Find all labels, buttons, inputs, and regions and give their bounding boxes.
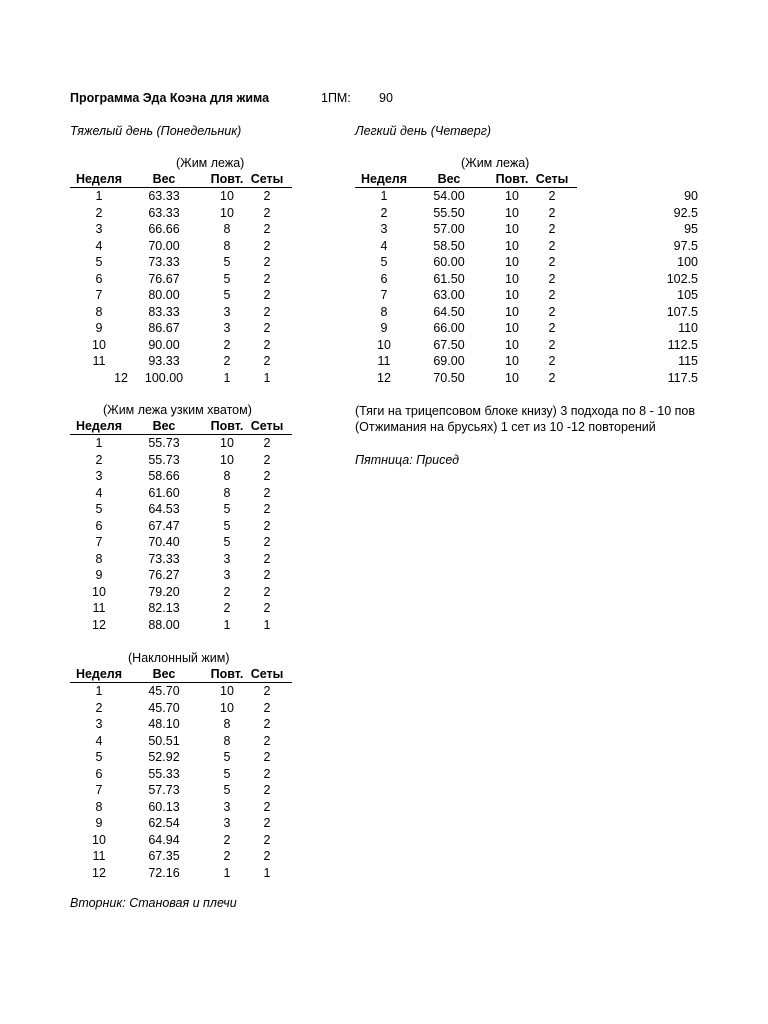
table-row xyxy=(70,468,292,485)
progression-value: 115 xyxy=(678,354,698,368)
cell-reps: 8 xyxy=(223,733,231,748)
cell-week: 4 xyxy=(380,238,388,253)
cell-weight: 55.73 xyxy=(148,452,180,467)
cell-reps: 10 xyxy=(505,288,519,302)
table-header xyxy=(70,171,292,188)
cell-weight: 50.51 xyxy=(148,733,180,748)
cell-sets: 2 xyxy=(548,304,556,319)
cell-sets: 2 xyxy=(263,238,271,253)
cell-reps: 3 xyxy=(223,799,231,814)
cell-week: 2 xyxy=(95,205,103,220)
cell-week: 5 xyxy=(95,502,103,516)
cell-weight: 66.66 xyxy=(148,222,180,236)
cell-weight: 45.70 xyxy=(148,684,180,698)
column-header-week: Неделя xyxy=(75,172,123,186)
heavy-day-label: Тяжелый день (Понедельник) xyxy=(70,124,242,138)
progression-value: 107.5 xyxy=(666,304,698,319)
table-row xyxy=(70,551,292,568)
cell-week: 5 xyxy=(95,750,103,764)
cell-sets: 2 xyxy=(548,370,556,385)
progression-value: 100 xyxy=(677,255,698,269)
table-row xyxy=(70,370,292,387)
cell-weight: 55.73 xyxy=(148,436,180,450)
table-row xyxy=(355,353,577,370)
cell-sets: 2 xyxy=(263,485,271,500)
table-title: (Жим лежа) xyxy=(176,156,245,170)
column-header-sets: Сеты xyxy=(250,667,284,681)
one-rm-label: 1ПМ: xyxy=(321,91,351,105)
cell-sets: 1 xyxy=(263,865,271,880)
cell-weight: 63.33 xyxy=(148,189,180,203)
cell-weight: 64.94 xyxy=(148,832,180,847)
cell-week: 3 xyxy=(95,222,103,236)
column-header-weight: Вес xyxy=(437,172,461,186)
cell-reps: 2 xyxy=(223,584,231,599)
cell-reps: 10 xyxy=(220,700,234,715)
cell-week: 1 xyxy=(380,189,388,203)
cell-week: 11 xyxy=(377,354,391,368)
table-row xyxy=(70,205,292,222)
cell-sets: 2 xyxy=(548,255,556,269)
table-row xyxy=(355,287,577,304)
table-header xyxy=(70,666,292,683)
cell-week: 11 xyxy=(92,849,106,863)
table-header xyxy=(355,171,577,188)
cell-weight: 66.00 xyxy=(433,321,465,335)
cell-sets: 2 xyxy=(263,849,271,863)
progression-value: 102.5 xyxy=(666,271,698,286)
column-header-sets: Сеты xyxy=(250,172,284,186)
cell-reps: 3 xyxy=(223,304,231,319)
cell-weight: 54.00 xyxy=(433,189,465,203)
cell-reps: 10 xyxy=(220,436,234,450)
table-row xyxy=(355,337,577,354)
cell-week: 5 xyxy=(95,255,103,269)
cell-sets: 2 xyxy=(263,799,271,814)
cell-sets: 2 xyxy=(263,469,271,483)
cell-weight: 57.00 xyxy=(433,222,465,236)
cell-sets: 2 xyxy=(263,568,271,582)
cell-week: 7 xyxy=(95,535,103,549)
column-header-week: Неделя xyxy=(75,419,123,433)
table-row xyxy=(70,766,292,783)
cell-week: 12 xyxy=(92,865,106,880)
one-rm-value: 90 xyxy=(379,91,393,105)
cell-sets: 2 xyxy=(548,189,556,203)
table-row xyxy=(70,782,292,799)
cell-week: 2 xyxy=(95,452,103,467)
note-dips: (Отжимания на брусьях) 1 сет из 10 -12 повторений xyxy=(355,420,656,434)
cell-reps: 5 xyxy=(223,783,231,797)
cell-sets: 2 xyxy=(263,304,271,319)
cell-reps: 8 xyxy=(223,485,231,500)
cell-reps: 8 xyxy=(223,469,231,483)
cell-weight: 70.50 xyxy=(433,370,465,385)
cell-weight: 61.60 xyxy=(148,485,180,500)
cell-sets: 2 xyxy=(263,452,271,467)
table-row xyxy=(70,452,292,469)
cell-sets: 2 xyxy=(263,700,271,715)
cell-sets: 2 xyxy=(263,783,271,797)
cell-sets: 2 xyxy=(263,288,271,302)
table-row xyxy=(70,700,292,717)
cell-weight: 55.33 xyxy=(148,766,180,781)
cell-weight: 52.92 xyxy=(148,750,180,764)
table-row xyxy=(355,238,577,255)
table-row xyxy=(70,617,292,634)
table-row xyxy=(70,271,292,288)
cell-reps: 5 xyxy=(223,750,231,764)
table-row xyxy=(355,254,577,271)
cell-reps: 5 xyxy=(223,535,231,549)
progression-value: 90 xyxy=(684,189,698,203)
cell-reps: 5 xyxy=(223,255,231,269)
table-row xyxy=(70,320,292,337)
progression-value: 117.5 xyxy=(667,370,698,385)
cell-week: 12 xyxy=(114,370,128,385)
table-row xyxy=(70,485,292,502)
cell-sets: 2 xyxy=(548,354,556,368)
cell-sets: 1 xyxy=(263,370,271,385)
cell-week: 5 xyxy=(380,255,388,269)
cell-week: 9 xyxy=(380,321,388,335)
column-header-weight: Вес xyxy=(152,172,176,186)
cell-reps: 5 xyxy=(223,766,231,781)
column-header-sets: Сеты xyxy=(250,419,284,433)
cell-reps: 10 xyxy=(505,271,519,286)
cell-week: 6 xyxy=(95,271,103,286)
cell-weight: 90.00 xyxy=(148,337,180,352)
cell-sets: 2 xyxy=(548,337,556,352)
cell-weight: 76.27 xyxy=(148,568,180,582)
cell-sets: 2 xyxy=(263,354,271,368)
table-row xyxy=(70,749,292,766)
cell-reps: 5 xyxy=(223,271,231,286)
cell-reps: 1 xyxy=(223,865,231,880)
cell-reps: 10 xyxy=(505,189,519,203)
cell-sets: 2 xyxy=(263,518,271,533)
table-row xyxy=(355,205,577,222)
cell-weight: 58.50 xyxy=(433,238,465,253)
cell-week: 8 xyxy=(380,304,388,319)
cell-week: 3 xyxy=(95,717,103,731)
cell-weight: 63.33 xyxy=(148,205,180,220)
cell-weight: 48.10 xyxy=(148,717,180,731)
cell-sets: 2 xyxy=(263,684,271,698)
cell-weight: 76.67 xyxy=(148,271,180,286)
table-row xyxy=(70,254,292,271)
cell-weight: 63.00 xyxy=(433,288,465,302)
cell-reps: 5 xyxy=(223,518,231,533)
cell-weight: 72.16 xyxy=(148,865,180,880)
cell-sets: 2 xyxy=(263,189,271,203)
cell-week: 9 xyxy=(95,321,103,335)
cell-reps: 8 xyxy=(223,717,231,731)
cell-sets: 2 xyxy=(263,750,271,764)
cell-week: 1 xyxy=(95,684,103,698)
cell-reps: 10 xyxy=(505,370,519,385)
cell-reps: 2 xyxy=(223,354,231,368)
cell-week: 10 xyxy=(92,832,106,847)
cell-weight: 45.70 xyxy=(148,700,180,715)
cell-weight: 73.33 xyxy=(148,551,180,566)
cell-week: 11 xyxy=(92,354,106,368)
cell-weight: 60.13 xyxy=(148,799,180,814)
column-header-week: Неделя xyxy=(360,172,408,186)
cell-reps: 3 xyxy=(223,321,231,335)
cell-weight: 73.33 xyxy=(148,255,180,269)
cell-sets: 2 xyxy=(263,816,271,830)
cell-sets: 2 xyxy=(263,584,271,599)
cell-sets: 1 xyxy=(263,617,271,632)
cell-sets: 2 xyxy=(548,271,556,286)
table-row xyxy=(355,304,577,321)
table-row xyxy=(355,188,577,205)
cell-weight: 61.50 xyxy=(433,271,465,286)
cell-reps: 1 xyxy=(223,370,231,385)
cell-sets: 2 xyxy=(263,832,271,847)
table-row xyxy=(70,501,292,518)
table-title: (Жим лежа) xyxy=(461,156,530,170)
cell-reps: 3 xyxy=(223,551,231,566)
cell-sets: 2 xyxy=(263,502,271,516)
cell-reps: 5 xyxy=(223,288,231,302)
cell-reps: 2 xyxy=(223,832,231,847)
table-row xyxy=(70,584,292,601)
table-row xyxy=(70,799,292,816)
table-row xyxy=(70,600,292,617)
cell-week: 7 xyxy=(95,783,103,797)
cell-week: 6 xyxy=(95,766,103,781)
table-row xyxy=(70,832,292,849)
cell-week: 11 xyxy=(92,601,106,615)
table-row xyxy=(70,353,292,370)
cell-weight: 70.00 xyxy=(148,238,180,253)
table-title: (Жим лежа узким хватом) xyxy=(103,403,252,417)
note-triceps-pushdown: (Тяги на трицепсовом блоке книзу) 3 подхода по 8 - 10 пов xyxy=(355,404,695,418)
cell-week: 3 xyxy=(95,469,103,483)
cell-weight: 57.73 xyxy=(148,783,180,797)
table-row xyxy=(70,716,292,733)
cell-sets: 2 xyxy=(548,238,556,253)
table-row xyxy=(70,238,292,255)
table-row xyxy=(355,320,577,337)
cell-weight: 83.33 xyxy=(148,304,180,319)
cell-reps: 10 xyxy=(220,684,234,698)
cell-weight: 58.66 xyxy=(148,469,180,483)
table-row xyxy=(70,337,292,354)
cell-reps: 10 xyxy=(505,337,519,352)
cell-sets: 2 xyxy=(263,535,271,549)
cell-reps: 10 xyxy=(220,452,234,467)
cell-week: 7 xyxy=(380,288,388,302)
column-header-weight: Вес xyxy=(152,667,176,681)
cell-reps: 10 xyxy=(505,354,519,368)
cell-sets: 2 xyxy=(548,205,556,220)
cell-reps: 1 xyxy=(223,617,231,632)
cell-reps: 10 xyxy=(505,205,519,220)
table-title: (Наклонный жим) xyxy=(128,651,230,665)
progression-value: 97.5 xyxy=(673,238,698,253)
cell-weight: 60.00 xyxy=(433,255,465,269)
cell-reps: 10 xyxy=(505,222,519,236)
cell-reps: 10 xyxy=(220,205,234,220)
column-header-reps: Повт. xyxy=(495,172,529,186)
cell-reps: 10 xyxy=(220,189,234,203)
table-row xyxy=(355,370,577,387)
table-row xyxy=(70,815,292,832)
table-row xyxy=(70,287,292,304)
cell-week: 2 xyxy=(95,700,103,715)
tuesday-label: Вторник: Становая и плечи xyxy=(70,896,237,910)
cell-weight: 69.00 xyxy=(433,354,465,368)
table-header xyxy=(70,418,292,435)
cell-sets: 2 xyxy=(263,766,271,781)
cell-sets: 2 xyxy=(548,288,556,302)
cell-sets: 2 xyxy=(263,436,271,450)
cell-week: 12 xyxy=(377,370,391,385)
cell-week: 4 xyxy=(95,733,103,748)
cell-week: 6 xyxy=(95,518,103,533)
cell-week: 6 xyxy=(380,271,388,286)
progression-value: 92.5 xyxy=(673,205,698,220)
cell-reps: 3 xyxy=(223,568,231,582)
table-row xyxy=(70,221,292,238)
cell-weight: 67.35 xyxy=(148,849,180,863)
cell-weight: 82.13 xyxy=(148,601,180,615)
cell-reps: 3 xyxy=(223,816,231,830)
column-header-week: Неделя xyxy=(75,667,123,681)
cell-weight: 93.33 xyxy=(148,354,180,368)
cell-week: 8 xyxy=(95,799,103,814)
cell-sets: 2 xyxy=(263,733,271,748)
cell-weight: 86.67 xyxy=(148,321,180,335)
cell-week: 10 xyxy=(377,337,391,352)
table-row xyxy=(70,435,292,452)
cell-weight: 79.20 xyxy=(148,584,180,599)
cell-weight: 62.54 xyxy=(148,816,180,830)
cell-reps: 2 xyxy=(223,337,231,352)
cell-week: 1 xyxy=(95,189,103,203)
cell-week: 2 xyxy=(380,205,388,220)
table-row xyxy=(70,188,292,205)
cell-week: 8 xyxy=(95,304,103,319)
friday-label: Пятница: Присед xyxy=(355,453,460,467)
cell-week: 10 xyxy=(92,337,106,352)
cell-sets: 2 xyxy=(263,255,271,269)
cell-week: 1 xyxy=(95,436,103,450)
cell-week: 8 xyxy=(95,551,103,566)
column-header-weight: Вес xyxy=(152,419,176,433)
table-row xyxy=(70,683,292,700)
cell-sets: 2 xyxy=(263,717,271,731)
cell-sets: 2 xyxy=(263,551,271,566)
table-row xyxy=(355,221,577,238)
light-day-label: Легкий день (Четверг) xyxy=(355,124,492,138)
table-row xyxy=(70,848,292,865)
cell-week: 4 xyxy=(95,238,103,253)
cell-week: 10 xyxy=(92,584,106,599)
table-row xyxy=(355,271,577,288)
cell-week: 9 xyxy=(95,816,103,830)
cell-weight: 55.50 xyxy=(433,205,465,220)
cell-reps: 8 xyxy=(223,238,231,253)
cell-week: 9 xyxy=(95,568,103,582)
cell-weight: 100.00 xyxy=(144,370,184,385)
cell-week: 4 xyxy=(95,485,103,500)
table-row xyxy=(70,518,292,535)
cell-sets: 2 xyxy=(263,205,271,220)
progression-value: 105 xyxy=(677,288,698,302)
table-row xyxy=(70,567,292,584)
cell-weight: 64.50 xyxy=(433,304,465,319)
cell-reps: 10 xyxy=(505,238,519,253)
table-row xyxy=(70,865,292,882)
cell-reps: 10 xyxy=(505,255,519,269)
cell-weight: 64.53 xyxy=(148,502,180,516)
cell-weight: 88.00 xyxy=(148,617,180,632)
cell-reps: 5 xyxy=(223,502,231,516)
column-header-reps: Повт. xyxy=(210,419,244,433)
cell-sets: 2 xyxy=(263,601,271,615)
document-title: Программа Эда Коэна для жима xyxy=(70,91,270,105)
cell-week: 3 xyxy=(380,222,388,236)
cell-weight: 67.47 xyxy=(148,518,180,533)
cell-reps: 10 xyxy=(505,304,519,319)
cell-week: 12 xyxy=(92,617,106,632)
cell-sets: 2 xyxy=(263,321,271,335)
progression-value: 112.5 xyxy=(667,337,698,352)
cell-weight: 70.40 xyxy=(148,535,180,549)
cell-reps: 10 xyxy=(505,321,519,335)
cell-week: 7 xyxy=(95,288,103,302)
cell-weight: 80.00 xyxy=(148,288,180,302)
cell-sets: 2 xyxy=(263,271,271,286)
cell-sets: 2 xyxy=(263,337,271,352)
column-header-reps: Повт. xyxy=(210,667,244,681)
column-header-reps: Повт. xyxy=(210,172,244,186)
cell-reps: 2 xyxy=(223,849,231,863)
cell-sets: 2 xyxy=(263,222,271,236)
table-row xyxy=(70,304,292,321)
cell-reps: 2 xyxy=(223,601,231,615)
progression-value: 110 xyxy=(678,321,698,335)
cell-sets: 2 xyxy=(548,222,556,236)
column-header-sets: Сеты xyxy=(535,172,569,186)
table-row xyxy=(70,534,292,551)
cell-weight: 67.50 xyxy=(433,337,465,352)
progression-value: 95 xyxy=(684,222,698,236)
table-row xyxy=(70,733,292,750)
cell-sets: 2 xyxy=(548,321,556,335)
cell-reps: 8 xyxy=(223,222,231,236)
